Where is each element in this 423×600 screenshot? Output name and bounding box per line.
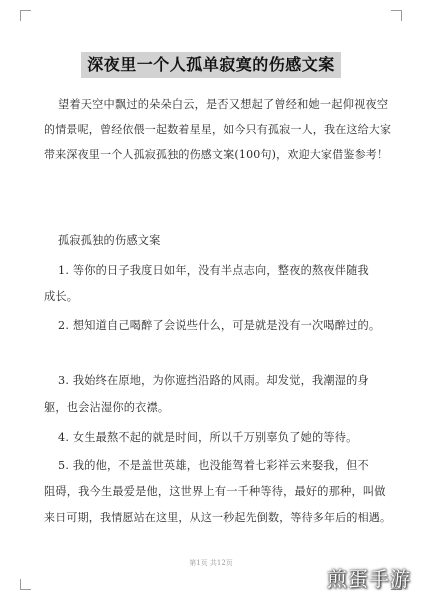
section-heading: 孤寂孤独的伤感文案 — [58, 234, 161, 247]
intro-line-1: 望着天空中飘过的朵朵白云，是否又想起了曾经和她一起仰视夜空 — [58, 98, 389, 111]
document-page — [16, 6, 406, 594]
item-5-line-1: 5. 我的他，不是盖世英雄，也没能驾着七彩祥云来娶我，但不 — [58, 459, 369, 472]
page-footer: 第1页 共12页 — [189, 559, 233, 567]
watermark: 煎蛋手游 — [327, 567, 411, 591]
item-5-line-2: 阻碍，我今生最爱是他，这世界上有一千种等待，最好的那种，叫做 — [44, 485, 386, 498]
item-2-line-1: 2. 想知道自己喝醉了会说些什么，可是就是没有一次喝醉过的。 — [58, 319, 381, 332]
intro-line-3: 带来深夜里一个人孤寂孤独的伤感文案(100句)，欢迎大家借鉴参考！ — [44, 148, 389, 161]
item-4-line-1: 4. 女生最熬不起的就是时间，所以千万别辜负了她的等待。 — [58, 431, 358, 444]
title-wrap — [16, 52, 406, 78]
item-3-line-1: 3. 我始终在原地，为你遮挡沿路的风雨。却发觉，我潮湿的身 — [58, 374, 369, 387]
crop-mark-top-right — [391, 10, 402, 21]
item-3-line-2: 躯，也会沾湿你的衣襟。 — [44, 401, 170, 414]
crop-mark-top-left — [20, 10, 31, 21]
crop-mark-bottom-left — [20, 579, 31, 590]
item-1-line-1: 1. 等你的日子我度日如年，没有半点志向，整夜的熬夜伴随我 — [58, 264, 369, 277]
intro-line-2: 的情景呢，曾经依偎一起数着星星，如今只有孤寂一人，我在这给大家 — [44, 123, 392, 136]
item-1-line-2: 成长。 — [44, 290, 79, 303]
document-title: 深夜里一个人孤单寂寞的伤感文案 — [81, 52, 341, 78]
item-5-line-3: 来日可期，我情愿站在这里，从这一秒起先倒数，等待多年后的相遇。 — [44, 511, 392, 524]
